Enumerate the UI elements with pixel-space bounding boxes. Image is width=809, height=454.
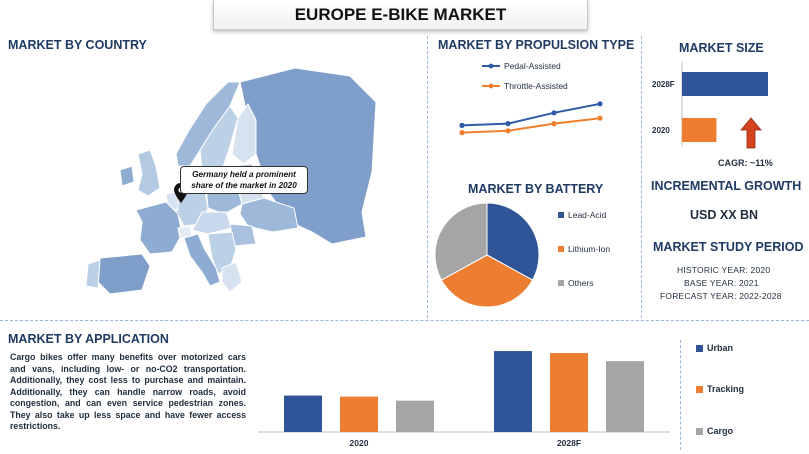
data-point	[597, 116, 602, 121]
data-point	[597, 101, 602, 106]
legend-label: Others	[568, 278, 594, 288]
propulsion-line-chart	[438, 56, 638, 176]
divider	[0, 320, 809, 321]
map-callout: Germany held a prominent share of the market in 2020	[180, 166, 308, 194]
map-region-spain	[96, 254, 150, 294]
bar	[682, 118, 716, 142]
map-region-ireland	[120, 166, 134, 186]
application-bar-chart	[258, 340, 678, 450]
bar	[606, 361, 644, 432]
map-region-finland	[232, 104, 256, 164]
size-section-title: MARKET SIZE	[679, 41, 764, 55]
divider	[680, 340, 681, 450]
legend-item-cargo	[696, 426, 733, 436]
category-label: 2020	[349, 438, 369, 448]
bar	[396, 401, 434, 432]
study-section-title: MARKET STUDY PERIOD	[653, 240, 804, 254]
legend-swatch	[558, 246, 564, 252]
data-point	[505, 121, 510, 126]
up-arrow-icon	[741, 118, 761, 148]
cagr-label: CAGR: ~11%	[718, 158, 773, 168]
base-year: BASE YEAR: 2021	[684, 278, 759, 288]
legend-label: Lithium-Ion	[568, 244, 611, 254]
legend-item-tracking	[696, 384, 744, 394]
data-point	[551, 121, 556, 126]
legend-label: Pedal-Assisted	[504, 61, 561, 71]
legend-swatch	[558, 280, 564, 286]
propulsion-section-title: MARKET BY PROPULSION TYPE	[438, 38, 635, 52]
legend-marker	[489, 64, 494, 69]
battery-pie-chart	[430, 200, 630, 310]
page-title: EUROPE E-BIKE MARKET	[213, 0, 588, 30]
legend-swatch	[696, 428, 703, 435]
map-region-uk	[138, 150, 160, 196]
bar	[682, 72, 768, 96]
growth-value: USD XX BN	[690, 208, 759, 222]
growth-section-title: INCREMENTAL GROWTH	[651, 179, 802, 193]
forecast-year: FORECAST YEAR: 2022-2028	[660, 291, 782, 301]
map-region-portugal	[86, 260, 100, 288]
category-label: 2020	[652, 126, 670, 135]
series-line	[462, 104, 600, 126]
category-label: 2028F	[652, 80, 675, 89]
battery-section-title: MARKET BY BATTERY	[468, 182, 604, 196]
legend-swatch	[696, 386, 703, 393]
country-section-title: MARKET BY COUNTRY	[8, 38, 147, 52]
legend-swatch	[558, 212, 564, 218]
divider	[427, 36, 428, 318]
bar	[284, 396, 322, 432]
data-point	[505, 128, 510, 133]
map-region-greece	[222, 262, 242, 292]
data-point	[459, 123, 464, 128]
legend-label: Urban	[707, 343, 734, 353]
legend-label: Cargo	[707, 426, 734, 436]
bar	[340, 397, 378, 432]
divider	[641, 36, 642, 318]
application-section-title: MARKET BY APPLICATION	[8, 332, 169, 346]
legend-label: Tracking	[707, 384, 745, 394]
application-description: Cargo bikes offer many benefits over motorized cars and vans, including low- or no-CO2 transportation. Additionally, they cost less to purchase and maintain. Additionally, they can handle narrow roads, avoid congestion, and can even service pedestrian zones. They also take up less space and have fewer access restrictions.	[10, 352, 246, 431]
bar	[494, 351, 532, 432]
data-point	[551, 110, 556, 115]
market-size-bar-chart	[646, 60, 796, 155]
legend-swatch	[696, 345, 703, 352]
bar	[550, 353, 588, 432]
historic-year: HISTORIC YEAR: 2020	[677, 265, 771, 275]
category-label: 2028F	[556, 438, 582, 448]
legend-label: Throttle-Assisted	[504, 81, 568, 91]
legend-item-urban	[696, 343, 733, 353]
legend-marker	[489, 84, 494, 89]
legend-label: Lead-Acid	[568, 210, 607, 220]
data-point	[459, 130, 464, 135]
